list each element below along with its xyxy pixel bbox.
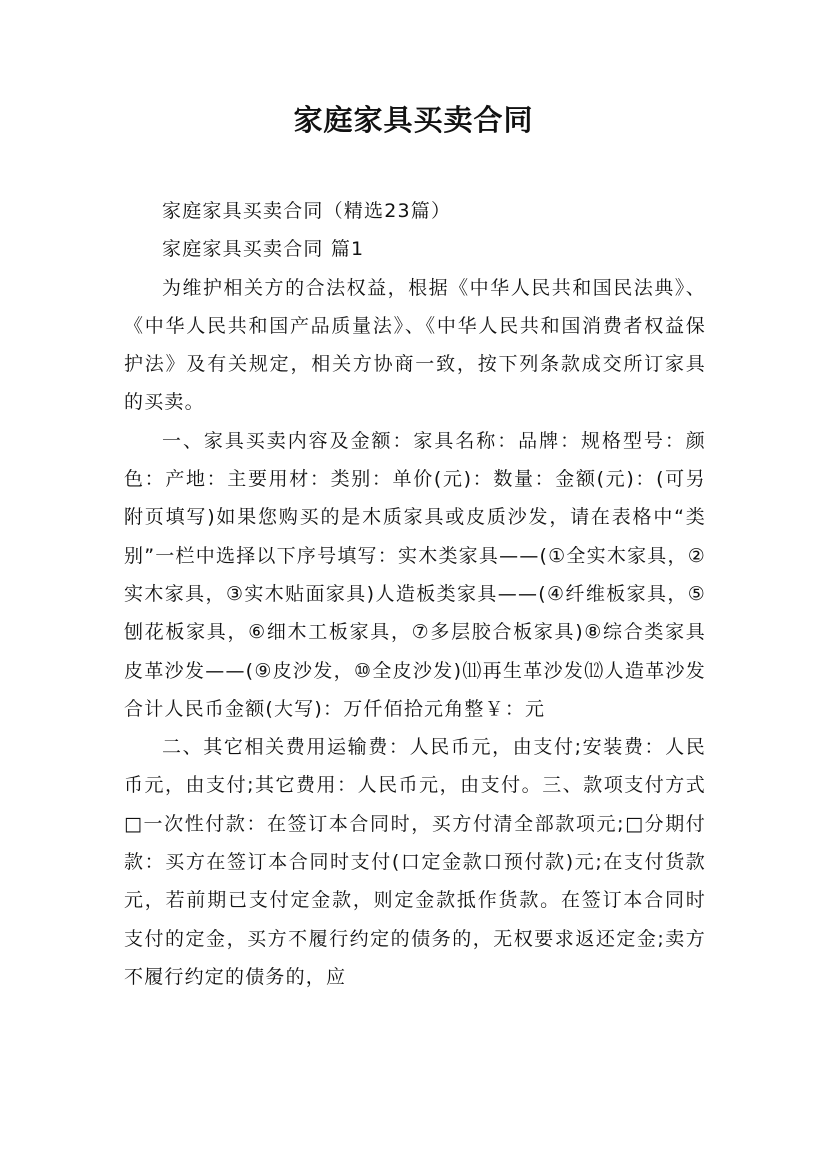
paragraph-preamble: 为维护相关方的合法权益，根据《中华人民共和国民法典》、《中华人民共和国产品质量法》、《中华人民共和国消费者权益保护法》及有关规定，相关方协商一致，按下列条款成交所订家具的买卖。 xyxy=(124,276,706,414)
document-title: 家庭家具买卖合同 xyxy=(293,103,534,137)
paragraph-clause-one: 一、家具买卖内容及金额：家具名称：品牌：规格型号：颜色：产地：主要用材：类别：单价(元)：数量：金额(元)：(可另附页填写)如果您购买的是木质家具或皮质沙发，请在表格中“类别”一栏中选择以下序号填写：实木类家具——(①全实木家具，②实木家具，③实木贴面家具)人造板类家具——(④纤维板家具，⑤刨花板家具，⑥细木工板家具，⑦多层胶合板家具)⑧综合类家具皮革沙发——(⑨皮沙发，⑩全皮沙发)⑾再生革沙发⑿人造革沙发合计人民币金额(大写)：万仟佰拾元角整￥：元 xyxy=(124,429,706,720)
document-body xyxy=(124,192,706,996)
paragraph-section-heading: 家庭家具买卖合同 篇1 xyxy=(162,238,365,261)
paragraph-clause-two: 二、其它相关费用运输费：人民币元，由支付;安装费：人民币元，由支付;其它费用：人民币元，由支付。三、款项支付方式□一次性付款：在签订本合同时，买方付清全部款项元;□分期付款：买方在签订本合同时支付(口定金款口预付款)元;在支付货款元，若前期已支付定金款，则定金款抵作货款。在签订本合同时支付的定金，买方不履行约定的债务的，无权要求返还定金;卖方不履行约定的债务的，应 xyxy=(124,736,706,988)
paragraph-subtitle: 家庭家具买卖合同（精选23篇） xyxy=(162,200,452,222)
